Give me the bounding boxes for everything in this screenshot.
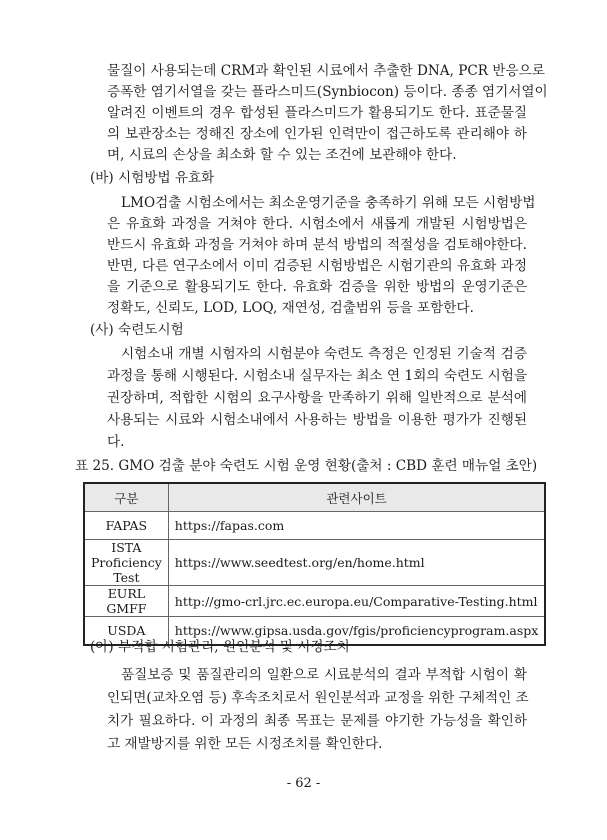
column-header: 관련사이트 xyxy=(168,483,545,512)
paragraph-line: 과정을 통해 시행된다. 시험소내 실무자는 최소 연 1회의 숙련도 시험을 xyxy=(107,368,527,384)
section-heading: (바) 시험방법 유효화 xyxy=(90,170,215,186)
table-row xyxy=(84,540,545,586)
paragraph-line: 품질보증 및 품질관리의 일환으로 시료분석의 결과 부적합 시험이 확 xyxy=(121,667,527,683)
paragraph-line: 을 기준으로 활용되기도 한다. 유효화 검증을 위한 방법의 운영기준은 xyxy=(107,279,527,295)
paragraph-line: 반면, 다른 연구소에서 이미 검증된 시험방법은 시험기관의 유효화 과정 xyxy=(107,258,527,274)
paragraph-line: 의 보관장소는 정해진 장소에 인가된 인력만이 접근하도록 관리해야 하 xyxy=(107,126,527,142)
table-row xyxy=(84,586,545,617)
paragraph-line: 알려진 이벤트의 경우 합성된 플라스미드가 활용되기도 한다. 표준물질 xyxy=(107,105,527,121)
paragraph-line: 물질이 사용되는데 CRM과 확인된 시료에서 추출한 DNA, PCR 반응으로 xyxy=(107,63,545,79)
paragraph-line: 시험소내 개별 시험자의 시험분야 숙련도 측정은 인정된 기술적 검증 xyxy=(121,346,527,362)
table-cell: ISTA Proficiency Test xyxy=(84,540,168,586)
paragraph-line: 치가 필요하다. 이 과정의 최종 목표는 문제를 야기한 가능성을 확인하 xyxy=(107,713,527,729)
table-caption: 표 25. GMO 검출 분야 숙련도 시험 운영 현황(출처 : CBD 훈련 매뉴얼 초안) xyxy=(75,458,538,474)
paragraph-line: LMO검출 시험소에서는 최소운영기준을 충족하기 위해 모든 시험방법 xyxy=(121,195,536,211)
paragraph-line: 사용되는 시료와 시험소내에서 사용하는 방법을 이용한 평가가 진행된 xyxy=(107,412,527,428)
paragraph-line: 며, 시료의 손상을 최소화 할 수 있는 조건에 보관해야 한다. xyxy=(107,147,457,163)
paragraph-line: 권장하며, 적합한 시험의 요구사항을 만족하기 위해 일반적으로 분석에 xyxy=(107,390,527,406)
table-cell: USDA xyxy=(84,617,168,646)
table-cell: https://www.seedtest.org/en/home.html xyxy=(168,540,545,586)
paragraph-line: 인되면(교차오염 등) 후속조치로서 원인분석과 교정을 위한 구체적인 조 xyxy=(107,690,529,706)
table-cell: FAPAS xyxy=(84,512,168,540)
page-number: - 62 - xyxy=(286,776,321,791)
table-header-row xyxy=(84,483,545,512)
paragraph-line: 증폭한 염기서열을 갖는 플라스미드(Synbiocon) 등이다. 종종 염기서열이 xyxy=(107,84,548,100)
table-cell: https://fapas.com xyxy=(168,512,545,540)
paragraph-line: 정확도, 신뢰도, LOD, LOQ, 재연성, 검출범위 등을 포함한다. xyxy=(107,300,474,316)
paragraph-line: 반드시 유효화 과정을 거쳐야 하며 분석 방법의 적절성을 검토해야한다. xyxy=(107,237,527,253)
proficiency-test-table xyxy=(83,482,546,646)
table-cell: http://gmo-crl.jrc.ec.europa.eu/Comparative-Testing.html xyxy=(168,586,545,617)
paragraph-line: 고 재발방지를 위한 모든 시정조치를 확인한다. xyxy=(107,736,383,752)
section-heading: (아) 부적합 시험관리, 원인분석 및 시정조치 xyxy=(90,639,350,655)
paragraph-line: 다. xyxy=(107,434,125,450)
section-heading: (사) 숙련도시험 xyxy=(90,322,184,338)
column-header: 구분 xyxy=(84,483,168,512)
table-row xyxy=(84,512,545,540)
paragraph-line: 은 유효화 과정을 거쳐야 한다. 시험소에서 새롭게 개발된 시험방법은 xyxy=(107,216,527,232)
table-cell: https://www.gipsa.usda.gov/fgis/proficiencyprogram.aspx xyxy=(168,617,545,646)
table-cell: EURL GMFF xyxy=(84,586,168,617)
